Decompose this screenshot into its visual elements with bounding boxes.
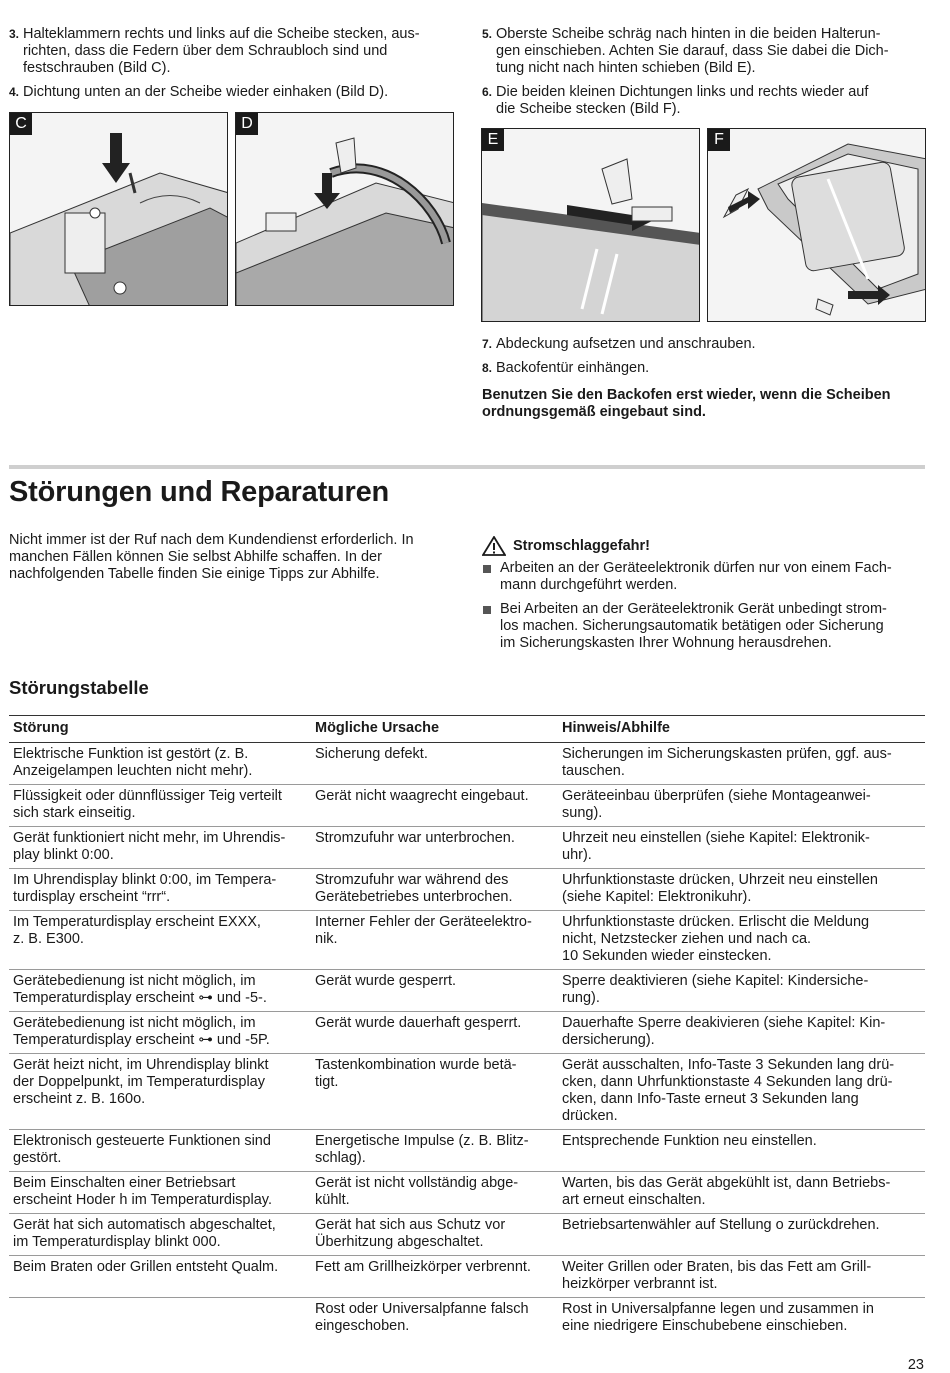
column-header: Störung xyxy=(9,716,311,743)
figure-f-drawing xyxy=(708,129,926,322)
figure-c xyxy=(9,112,228,306)
cell-cause: Stromzufuhr war unterbrochen. xyxy=(311,827,558,869)
cell-cause: Energetische Impulse (z. B. Blitz- schlag). xyxy=(311,1130,558,1172)
cell-problem xyxy=(9,1298,311,1340)
section-divider xyxy=(9,465,925,469)
table-row xyxy=(9,911,925,970)
step-7 xyxy=(482,336,927,353)
danger-heading xyxy=(482,536,650,556)
figure-e xyxy=(481,128,700,322)
cell-cause: Gerät wurde gesperrt. xyxy=(311,970,558,1012)
cell-cause: Rost oder Universalpfanne falsch eingeschoben. xyxy=(315,1301,529,1334)
intro-text: Nicht immer ist der Ruf nach dem Kundendienst erforderlich. In manchen Fällen können Sie selbst Abhilfe schaffen. In der nachfolgenden Tabelle finden Sie einige Tipps zur Abhilfe. xyxy=(9,532,414,582)
table-row xyxy=(9,827,925,869)
cell-cause: Gerät ist nicht vollständig abge- kühlt. xyxy=(311,1172,558,1214)
cell-remedy: Dauerhafte Sperre deakivieren (siehe Kapitel: Kin- dersicherung). xyxy=(558,1012,925,1054)
step-number: 5. xyxy=(482,27,493,41)
column-header: Hinweis/Abhilfe xyxy=(558,716,925,743)
cell-cause: Sicherung defekt. xyxy=(311,743,558,785)
cell-problem: Im Uhrendisplay blinkt 0:00, im Tempera- turdisplay erscheint “rrr“. xyxy=(9,869,311,911)
figure-c-drawing xyxy=(10,113,228,306)
table-row xyxy=(9,1256,925,1298)
step-text: Abdeckung aufsetzen und anschrauben. xyxy=(496,336,756,352)
table-row xyxy=(9,1054,925,1130)
cell-problem: Gerät hat sich automatisch abgeschaltet, im Temperaturdisplay blinkt 000. xyxy=(9,1214,311,1256)
step-number: 7. xyxy=(482,337,493,351)
table-row xyxy=(9,1214,925,1256)
cell-problem: Elektrische Funktion ist gestört (z. B. Anzeigelampen leuchten nicht mehr). xyxy=(9,743,311,785)
bullet-square-icon xyxy=(483,606,491,614)
step-number: 6. xyxy=(482,85,493,99)
table-row xyxy=(9,1298,925,1340)
cell-remedy: Sperre deaktivieren (siehe Kapitel: Kindersiche- rung). xyxy=(558,970,925,1012)
table-row xyxy=(9,1012,925,1054)
trouble-table xyxy=(9,715,925,1339)
bullet-text: Arbeiten an der Geräteelektronik dürfen nur von einem Fach- mann durchgeführt werden. xyxy=(500,560,892,593)
cell-cause: Gerät hat sich aus Schutz vor Überhitzung abgeschaltet. xyxy=(311,1214,558,1256)
figure-label: E xyxy=(482,129,504,151)
cell-remedy: Warten, bis das Gerät abgekühlt ist, dann Betriebs- art erneut einschalten. xyxy=(558,1172,925,1214)
figure-d-drawing xyxy=(236,113,454,306)
cell-problem: Gerätebedienung ist nicht möglich, im Temperaturdisplay erscheint ⊶ und -5-. xyxy=(9,970,311,1012)
step-3 xyxy=(9,26,449,77)
step-number: 4. xyxy=(9,85,20,99)
figure-label: C xyxy=(10,113,32,135)
section-title: Störungen und Reparaturen xyxy=(9,476,390,508)
cell-remedy: Gerät ausschalten, Info-Taste 3 Sekunden lang drü- cken, dann Uhrfunktionstaste 4 Sekunden lang drü- cken, dann Info-Taste erneut 3 Sekunden lang drücken. xyxy=(558,1054,925,1130)
cell-problem: Gerätebedienung ist nicht möglich, im Temperaturdisplay erscheint ⊶ und -5P. xyxy=(9,1012,311,1054)
cell-problem: Gerät funktioniert nicht mehr, im Uhrendis- play blinkt 0:00. xyxy=(9,827,311,869)
cell-remedy: Weiter Grillen oder Braten, bis das Fett am Grill- heizkörper verbrannt ist. xyxy=(558,1256,925,1298)
reinstall-warning: Benutzen Sie den Backofen erst wieder, wenn die Scheiben ordnungsgemäß eingebaut sind. xyxy=(482,387,891,420)
cell-cause: Gerät wurde dauerhaft gesperrt. xyxy=(311,1012,558,1054)
danger-bullet xyxy=(482,601,927,652)
page-number: 23 xyxy=(907,1357,924,1373)
step-6 xyxy=(482,84,927,118)
danger-title: Stromschlaggefahr! xyxy=(513,537,650,554)
cell-remedy: Uhrzeit neu einstellen (siehe Kapitel: Elektronik- uhr). xyxy=(558,827,925,869)
cell-cause: Stromzufuhr war während des Gerätebetriebes unterbrochen. xyxy=(311,869,558,911)
figure-f xyxy=(707,128,926,322)
step-number: 8. xyxy=(482,361,493,375)
bullet-text: Bei Arbeiten an der Geräteelektronik Gerät unbedingt strom- los machen. Sicherungsautomatik betätigen oder Sicherung im Sicherungskasten Ihrer Wohnung herausdrehen. xyxy=(500,601,887,651)
cell-remedy: Sicherungen im Sicherungskasten prüfen, ggf. aus- tauschen. xyxy=(558,743,925,785)
cell-cause: Tastenkombination wurde betä- tigt. xyxy=(311,1054,558,1130)
cell-remedy: Geräteeinbau überprüfen (siehe Montageanwei- sung). xyxy=(558,785,925,827)
cell-remedy: Entsprechende Funktion neu einstellen. xyxy=(558,1130,925,1172)
step-text: Dichtung unten an der Scheibe wieder einhaken (Bild D). xyxy=(23,84,389,100)
cell-remedy: Betriebsartenwähler auf Stellung o zurückdrehen. xyxy=(558,1214,925,1256)
table-row xyxy=(9,743,925,785)
step-8 xyxy=(482,360,927,377)
step-text: Die beiden kleinen Dichtungen links und rechts wieder auf die Scheibe stecken (Bild F). xyxy=(496,84,869,117)
table-row xyxy=(9,970,925,1012)
cell-remedy: Rost in Universalpfanne legen und zusammen in eine niedrigere Einschubebene einschieben. xyxy=(562,1301,874,1334)
cell-problem: Elektronisch gesteuerte Funktionen sind gestört. xyxy=(9,1130,311,1172)
cell-problem: Flüssigkeit oder dünnflüssiger Teig verteilt sich stark einseitig. xyxy=(9,785,311,827)
cell-remedy: Uhrfunktionstaste drücken, Uhrzeit neu einstellen (siehe Kapitel: Elektronikuhr). xyxy=(558,869,925,911)
step-number: 3. xyxy=(9,27,20,41)
table-header-row xyxy=(9,716,925,743)
danger-bullet xyxy=(482,560,927,594)
figure-d xyxy=(235,112,454,306)
step-4 xyxy=(9,84,449,101)
warning-triangle-icon xyxy=(482,536,506,556)
cell-problem: Beim Einschalten einer Betriebsart erscheint Hoder h im Temperaturdisplay. xyxy=(9,1172,311,1214)
table-row xyxy=(9,1172,925,1214)
step-5 xyxy=(482,26,927,77)
column-header: Mögliche Ursache xyxy=(311,716,558,743)
cell-problem: Beim Braten oder Grillen entsteht Qualm. xyxy=(9,1256,311,1298)
step-text: Halteklammern rechts und links auf die Scheibe stecken, aus- richten, dass die Federn über dem Schraubloch sind und festschrauben (Bild C). xyxy=(23,26,420,76)
figure-label: D xyxy=(236,113,258,135)
cell-cause: Interner Fehler der Geräteelektro- nik. xyxy=(311,911,558,970)
step-text: Oberste Scheibe schräg nach hinten in die beiden Halterun- gen einschieben. Achten Sie darauf, dass Sie dabei die Dich- tung nicht nach hinten schieben (Bild E). xyxy=(496,26,889,76)
table-row xyxy=(9,869,925,911)
cell-cause: Gerät nicht waagrecht eingebaut. xyxy=(311,785,558,827)
table-row xyxy=(9,785,925,827)
table-row xyxy=(9,1130,925,1172)
cell-remedy: Uhrfunktionstaste drücken. Erlischt die Meldung nicht, Netzstecker ziehen und nach ca. 10 Sekunden wieder einstecken. xyxy=(558,911,925,970)
cell-problem: Gerät heizt nicht, im Uhrendisplay blinkt der Doppelpunkt, im Temperaturdisplay erscheint z. B. 160o. xyxy=(9,1054,311,1130)
table-title: Störungstabelle xyxy=(9,677,149,698)
bullet-square-icon xyxy=(483,565,491,573)
cell-problem: Im Temperaturdisplay erscheint EXXX, z. B. E300. xyxy=(9,911,311,970)
figure-label: F xyxy=(708,129,730,151)
figure-e-drawing xyxy=(482,129,700,322)
step-text: Backofentür einhängen. xyxy=(496,360,650,376)
cell-cause: Fett am Grillheizkörper verbrennt. xyxy=(311,1256,558,1298)
